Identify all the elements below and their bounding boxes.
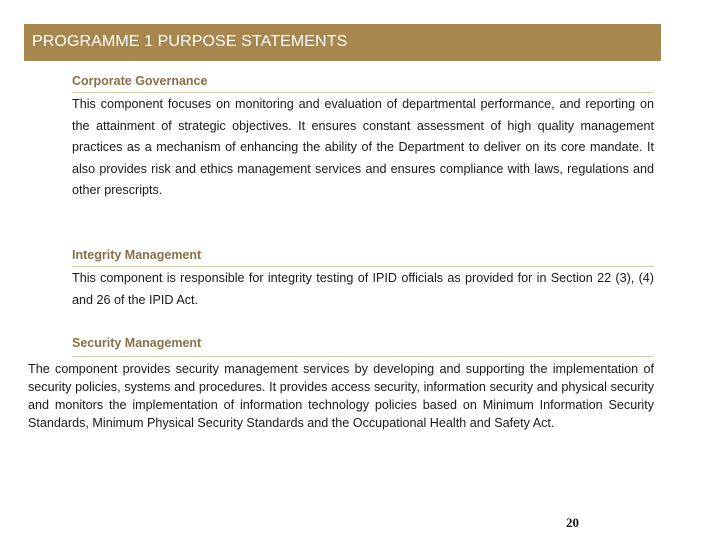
section-heading-integrity-management: Integrity Management <box>72 248 202 262</box>
section-heading-corporate-governance: Corporate Governance <box>72 74 208 88</box>
page-number: 20 <box>566 515 579 530</box>
section-divider <box>72 356 654 357</box>
banner-title: PROGRAMME 1 PURPOSE STATEMENTS <box>32 33 348 50</box>
section-divider <box>72 92 654 93</box>
section-heading-security-management: Security Management <box>72 336 202 350</box>
section-body-integrity-management: This component is responsible for integrity testing of IPID officials as provided for in Section 22 (3), (4) and 26 of the IPID Act. <box>72 271 654 307</box>
title-banner <box>24 24 661 61</box>
section-body-security-management: The component provides security management services by developing and supporting the implementation of security policies, systems and procedures. It provides access security, information security and physical security and monitors the implementation of information technology policies based on Minimum Information Security Standards, Minimum Physical Security Standards and the Occupational Health and Safety Act. <box>28 362 654 430</box>
section-divider <box>72 266 654 267</box>
section-body-corporate-governance: This component focuses on monitoring and evaluation of departmental performance, and reporting on the attainment of strategic objectives. It ensures constant assessment of high quality management practices as a mechanism of enhancing the ability of the Department to deliver on its core mandate. It also provides risk and ethics management services and ensures compliance with laws, regulations and other prescripts. <box>72 97 654 197</box>
